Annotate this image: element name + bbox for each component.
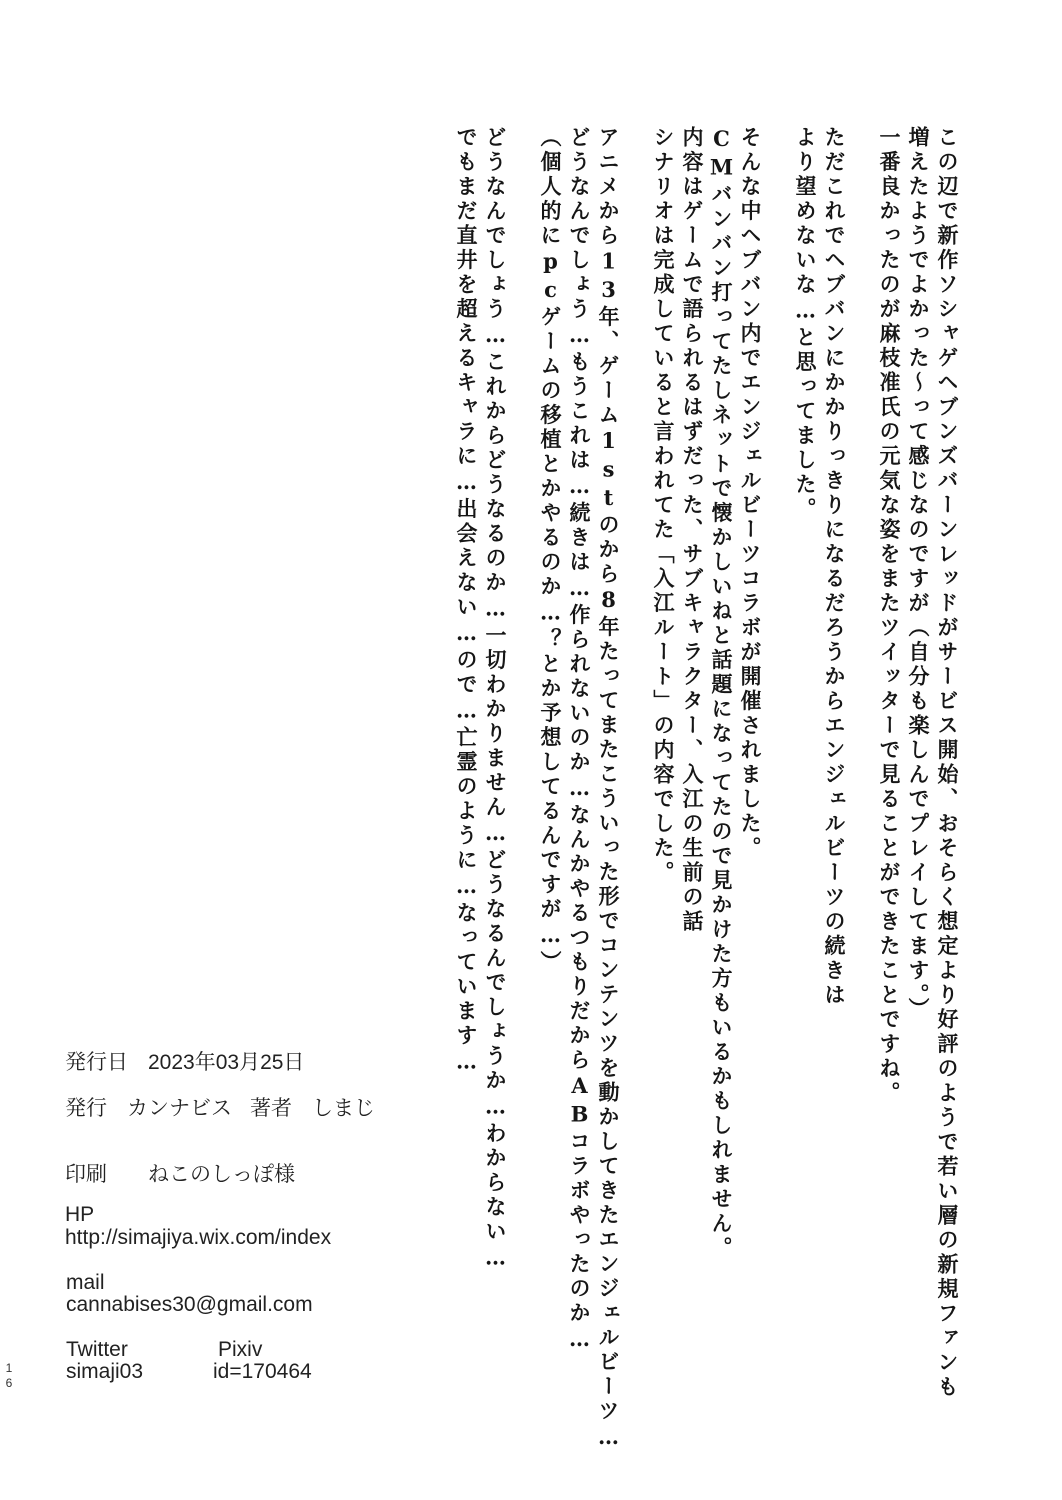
pixiv-id: id=170464 [213,1360,312,1383]
colophon-row-sns-ids [0,1360,1062,1388]
author-value: しまじ [312,1097,375,1120]
afterword-line: 増えたようでよかった～って感じなのですが（自分も楽しんでプレイしてます。） [906,126,931,1022]
afterword-line: シナリオは完成していると言われてた「入江ルート」の内容でした。 [651,126,676,886]
pub-date-value: 2023年03月25日 [148,1051,305,1074]
printer-value: ねこのしっぽ様 [148,1163,295,1186]
colophon-row-hp-url [0,1226,1062,1254]
hp-label: HP [65,1203,95,1226]
mail-label: mail [66,1271,105,1294]
colophon-row-mail-address [0,1293,1062,1321]
afterword-line: CMバンバン打ってたしネットで懐かしいねと話題になってたので見かけた方もいるかもしれません。 [709,126,734,1261]
afterword-line: 一番良かったのが麻枝准氏の元気な姿をまたツイッターで見ることができたことですね。 [877,126,902,1106]
afterword-line: 内容はゲームで語られるはずだった、サブキャラクター、入江の生前の話 [680,126,705,935]
colophon-row-publisher-author [0,1092,1062,1120]
afterword-line: そんな中ヘブバン内でエンジェルビーツコラボが開催されました。 [738,126,763,861]
afterword-line: どうなんでしょう…もうこれは…続きは…作られないのか…なんかやるつもりだからABコラボやったのか… [567,126,592,1355]
twitter-id: simaji03 [66,1360,144,1383]
pub-date-label: 発行日 [65,1051,128,1074]
colophon-row-printer [0,1158,1062,1186]
afterword-line: この辺で新作ソシャゲヘブンズバーンレッドがサービス開始、おそらく想定より好評のようで若い層の新規ファンも [935,126,960,1400]
mail-address: cannabises30@gmail.com [66,1293,313,1316]
publisher-label: 発行 [65,1097,107,1120]
afterword-line: ただこれでヘブバンにかかりっきりになるだろうからエンジェルビーツの続きは [822,126,847,1008]
afterword-line: でもまだ直井を超えるキャラに…出会えない…ので…亡霊のように…なっています… [454,126,479,1077]
publisher-value: カンナビス [127,1097,232,1120]
afterword-line: どうなんでしょう…これからどうなるのか…一切わかりません…どうなるんでしょうか…わからない… [483,126,508,1273]
pixiv-label: Pixiv [218,1338,263,1361]
twitter-label: Twitter [66,1338,128,1361]
author-label: 著者 [250,1097,292,1120]
afterword-line: より望めないな…と思ってました。 [793,126,818,522]
colophon-row-pub-date [0,1046,1062,1074]
print-label: 印刷 [65,1163,107,1186]
afterword-line: （個人的にpcゲームの移植とかやるのか…？とか予想してるんですが…） [538,126,563,975]
page-number: 16 [2,1361,16,1391]
afterword-line: アニメから13年、ゲーム1stのから8年たってまたこういった形でコンテンツを動かしてきたエンジェルビーツ… [596,126,621,1453]
hp-url: http://simajiya.wix.com/index [65,1226,332,1249]
